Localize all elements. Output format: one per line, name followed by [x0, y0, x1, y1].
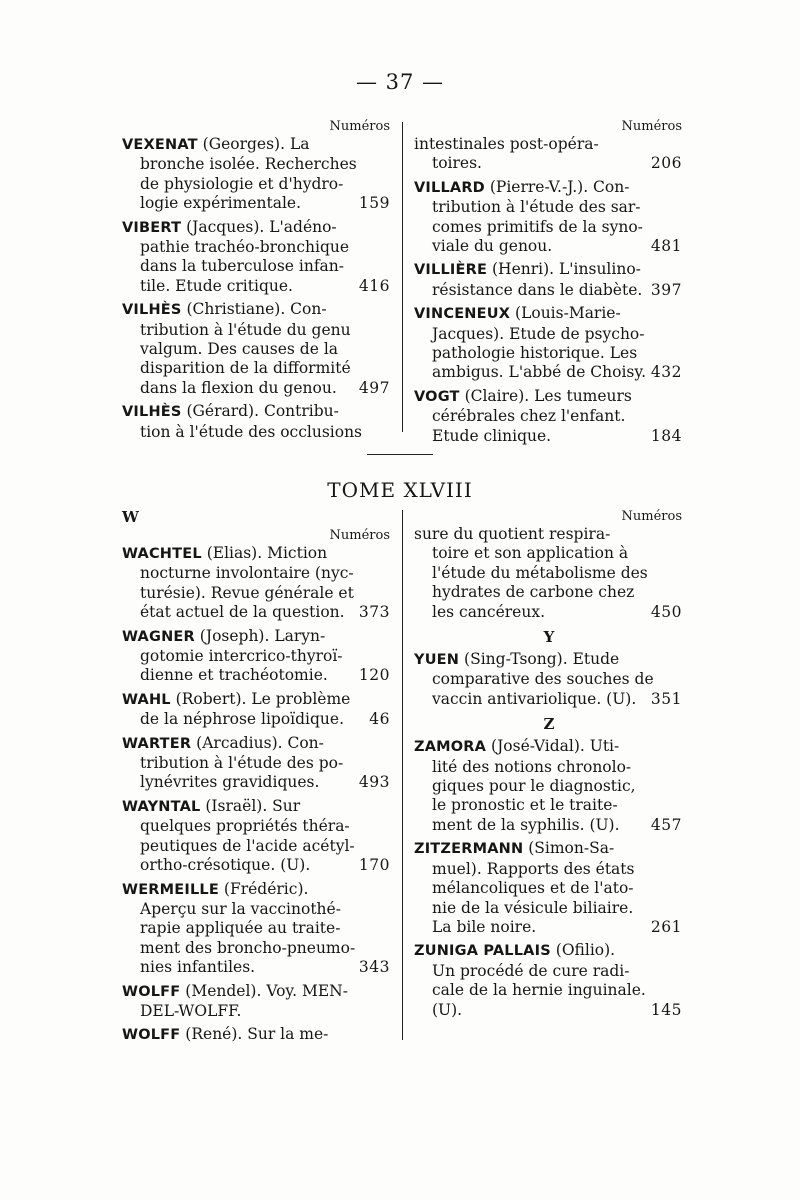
- index-entry: [414, 304, 684, 383]
- entry-title-line: nocturne involontaire (nyc-: [140, 564, 354, 583]
- index-entry: [414, 941, 684, 1020]
- entry-number: 170: [358, 856, 390, 875]
- entry-number: 159: [358, 194, 390, 213]
- column-divider-top: [402, 122, 403, 432]
- entry-title-line: état actuel de la question.: [140, 603, 345, 622]
- entry-title-line: logie expérimentale.: [140, 194, 302, 213]
- entry-first-line: [414, 737, 684, 757]
- index-entry: [122, 300, 392, 398]
- entry-title-line: (U).: [432, 1000, 463, 1019]
- section-title: TOME XLVIII: [327, 478, 473, 502]
- entry-number: 351: [650, 689, 682, 708]
- entry-title-line: disparition de la difformité: [140, 359, 351, 378]
- entry-title-line: pathie trachéo-bronchique: [140, 238, 350, 257]
- entry-title-line: toires.: [432, 154, 482, 173]
- entry-author-name: VEXENAT: [122, 137, 198, 153]
- entry-author-detail: (Simon-Sa-: [523, 839, 615, 858]
- entry-title-line: bronche isolée. Recherches: [140, 155, 357, 174]
- bottom-right-column: [414, 508, 684, 1024]
- letter-heading-z: Z: [543, 715, 555, 734]
- entry-author-detail: (Elias). Miction: [201, 544, 328, 562]
- column-header-numeros: Numéros: [329, 119, 390, 134]
- entry-first-line: [414, 178, 684, 198]
- entry-author-name: ZITZERMANN: [414, 841, 524, 858]
- entry-author-detail: (Claire). Les tumeurs: [459, 386, 632, 405]
- section-divider: [367, 454, 433, 455]
- entry-author-detail: (Pierre-V.-J.). Con-: [484, 177, 630, 196]
- entry-title-line: dans la tuberculose infan-: [140, 257, 345, 276]
- entry-last-line: [122, 710, 392, 729]
- entry-last-line: [414, 281, 684, 300]
- entry-title-line: tile. Etude critique.: [140, 276, 293, 295]
- entry-title-line: viale du genou.: [432, 237, 553, 256]
- entry-author-detail: (Israël). Sur: [200, 796, 301, 815]
- entry-number: 493: [358, 773, 390, 792]
- letter-heading-y: Y: [543, 628, 555, 647]
- entry-title-line: tribution à l'étude des sar-: [432, 198, 641, 217]
- index-entry: [414, 387, 684, 446]
- entry-author-name: YUEN: [414, 652, 460, 669]
- entry-author-detail: (Jacques). L'adéno-: [181, 217, 337, 236]
- entry-author-name: VILHÈS: [122, 302, 182, 319]
- entry-title-line: peutiques de l'acide acétyl-: [140, 836, 355, 855]
- column-header-numeros: Numéros: [621, 119, 682, 134]
- entry-title-line: comparative des souches de: [432, 670, 654, 689]
- entry-author-detail: (Henri). L'insulino-: [487, 260, 641, 279]
- entry-title-line: DEL-WOLFF.: [140, 1001, 242, 1020]
- entry-author-detail: (Sing-Tsong). Etude: [459, 650, 620, 669]
- entry-title-line: Etude clinique.: [432, 426, 552, 445]
- index-entry: [122, 627, 392, 686]
- index-entry: [414, 650, 684, 709]
- entry-title-line: les cancéreux.: [432, 602, 546, 621]
- index-entry: [414, 839, 684, 937]
- entry-title-line: comes primitifs de la syno-: [432, 217, 643, 236]
- entry-first-line: [414, 839, 684, 859]
- entry-title-line: toire et son application à: [432, 544, 629, 563]
- entry-first-line: [122, 880, 392, 900]
- entry-last-line: [414, 1001, 684, 1020]
- column-header-numeros: Numéros: [329, 528, 390, 543]
- entry-last-line: [122, 666, 392, 685]
- entry-title-line: ortho-crésotique. (U).: [140, 856, 311, 875]
- entry-last-line: [122, 379, 392, 398]
- entry-title-line: ambigus. L'abbé de Choisy.: [432, 363, 647, 382]
- entry-first-line: [122, 218, 392, 238]
- entry-title-line: Un procédé de cure radi-: [432, 961, 630, 980]
- entry-number: 206: [650, 154, 682, 173]
- entry-title-line: La bile noire.: [432, 917, 537, 936]
- entry-first-line: [122, 1025, 392, 1045]
- entry-author-name: ZUNIGA PALLAIS: [414, 943, 551, 960]
- entry-title-line: giques pour le diagnostic,: [432, 777, 636, 796]
- entry-first-line: [122, 544, 392, 564]
- entry-number: 450: [650, 602, 682, 621]
- entry-author-name: WAYNTAL: [122, 798, 201, 815]
- bottom-left-column: [122, 527, 392, 1050]
- index-entry: [414, 525, 684, 622]
- entry-last-line: [122, 958, 392, 977]
- entry-last-line: [414, 363, 684, 382]
- index-entry: [122, 797, 392, 876]
- entry-last-line: [122, 773, 392, 792]
- entry-last-line: [122, 1002, 392, 1021]
- entry-title-line: résistance dans le diabète.: [432, 280, 643, 299]
- top-left-column: [122, 118, 392, 446]
- entry-number: 373: [358, 603, 390, 622]
- entry-title-line: Jacques). Etude de psycho-: [432, 324, 645, 343]
- entry-last-line: [414, 154, 684, 173]
- index-entry: [414, 178, 684, 257]
- entry-author-detail: (Robert). Le problème: [170, 689, 351, 708]
- entry-author-detail: intestinales post-opéra-: [414, 135, 599, 153]
- letter-heading-w: W: [122, 508, 139, 526]
- entry-title-line: ment des broncho-pneumo-: [140, 938, 356, 957]
- entry-last-line: [414, 816, 684, 835]
- entry-first-line: [122, 982, 392, 1002]
- index-entry: [122, 402, 392, 442]
- entry-number: 481: [650, 237, 682, 256]
- entry-title-line: cérébrales chez l'enfant.: [432, 407, 626, 426]
- entry-title-line: tion à l'étude des occlusions: [140, 422, 363, 441]
- entry-title-line: gotomie intercrico-thyroï-: [140, 647, 343, 666]
- entry-title-line: mélancoliques et de l'ato-: [432, 879, 634, 898]
- entry-number: 397: [650, 280, 682, 299]
- entry-last-line: [414, 237, 684, 256]
- entry-author-detail: (René). Sur la me-: [180, 1025, 329, 1044]
- top-right-column: [414, 118, 684, 450]
- index-entry: [122, 544, 392, 623]
- entry-first-line: [122, 797, 392, 817]
- column-header-numeros: Numéros: [621, 509, 682, 524]
- entry-number: 457: [650, 815, 682, 834]
- entry-author-name: VIBERT: [122, 219, 182, 236]
- entry-number: 120: [358, 666, 390, 685]
- entry-title-line: vaccin antivariolique. (U).: [432, 689, 637, 708]
- entry-first-line: [122, 690, 392, 710]
- index-entry: [122, 1025, 392, 1045]
- entry-first-line: [122, 627, 392, 647]
- entry-author-detail: (José-Vidal). Uti-: [486, 737, 620, 756]
- entry-author-name: VOGT: [414, 388, 460, 405]
- entry-last-line: [414, 603, 684, 622]
- entry-title-line: dienne et trachéotomie.: [140, 666, 328, 685]
- entry-title-line: l'étude du métabolisme des: [432, 563, 648, 582]
- entry-author-detail: (Mendel). Voy. MEN-: [180, 981, 348, 1000]
- entry-title-line: dans la flexion du genou.: [140, 378, 337, 397]
- entry-author-detail: (Joseph). Laryn-: [194, 626, 326, 645]
- entry-first-line: [414, 650, 684, 670]
- entry-title-line: le pronostic et le traite-: [432, 796, 618, 815]
- entry-first-line: [414, 941, 684, 961]
- entry-last-line: [122, 856, 392, 875]
- entry-title-line: nies infantiles.: [140, 958, 256, 977]
- entry-number: 46: [369, 710, 390, 729]
- entry-title-line: Aperçu sur la vaccinothé-: [140, 899, 341, 918]
- entry-title-line: lité des notions chronolo-: [432, 757, 632, 776]
- entry-author-detail: (Christiane). Con-: [181, 300, 327, 319]
- index-entry: [414, 737, 684, 835]
- entry-last-line: [122, 423, 392, 442]
- entry-first-line: [414, 135, 684, 154]
- entry-title-line: tribution à l'étude des po-: [140, 754, 344, 773]
- entry-number: 497: [358, 378, 390, 397]
- entry-author-detail: (Louis-Marie-: [510, 304, 621, 323]
- entry-title-line: pathologie historique. Les: [432, 344, 638, 363]
- index-entry: [414, 260, 684, 300]
- entry-title-line: de la néphrose lipoïdique.: [140, 710, 345, 729]
- entry-number: 343: [358, 958, 390, 977]
- entry-title-line: muel). Rapports des états: [432, 859, 635, 878]
- index-entry: [122, 880, 392, 978]
- entry-title-line: quelques propriétés théra-: [140, 817, 350, 836]
- entry-author-detail: (Gérard). Contribu-: [181, 402, 339, 421]
- entry-author-detail: (Ofilio).: [550, 941, 616, 960]
- entry-author-name: WERMEILLE: [122, 881, 219, 898]
- entry-title-line: tribution à l'étude du genu: [140, 320, 351, 339]
- entry-last-line: [122, 603, 392, 622]
- page-number: — 37 —: [355, 70, 445, 94]
- index-entry: [122, 135, 392, 214]
- entry-first-line: [122, 402, 392, 422]
- entry-author-name: VINCENEUX: [414, 306, 511, 323]
- entry-author-name: WOLFF: [122, 1027, 181, 1044]
- entry-title-line: rapie appliquée au traite-: [140, 919, 341, 938]
- entry-number: 184: [650, 426, 682, 445]
- entry-first-line: [122, 300, 392, 320]
- entry-first-line: [122, 135, 392, 155]
- entry-title-line: cale de la hernie inguinale.: [432, 981, 646, 1000]
- column-divider-bottom: [402, 510, 403, 1040]
- entry-title-line: nie de la vésicule biliaire.: [432, 898, 634, 917]
- entry-title-line: de physiologie et d'hydro-: [140, 174, 344, 193]
- entry-number: 261: [650, 917, 682, 936]
- index-entry: [122, 982, 392, 1022]
- entry-number: 145: [650, 1000, 682, 1019]
- entry-author-name: WARTER: [122, 735, 192, 752]
- entry-last-line: [414, 918, 684, 937]
- entry-number: 416: [358, 276, 390, 295]
- entry-first-line: [414, 260, 684, 280]
- entry-last-line: [122, 194, 392, 213]
- entry-first-line: [414, 387, 684, 407]
- entry-first-line: [414, 304, 684, 324]
- entry-last-line: [414, 690, 684, 709]
- index-entry: [122, 690, 392, 730]
- entry-author-detail: sure du quotient respira-: [414, 525, 611, 543]
- entry-author-detail: (Georges). La: [197, 135, 310, 153]
- entry-author-name: WACHTEL: [122, 546, 202, 562]
- entry-first-line: [414, 525, 684, 544]
- entry-first-line: [122, 734, 392, 754]
- entry-title-line: valgum. Des causes de la: [140, 340, 339, 359]
- entry-title-line: turésie). Revue générale et: [140, 583, 354, 602]
- index-entry: [122, 218, 392, 297]
- entry-author-name: VILLARD: [414, 179, 485, 196]
- entry-author-name: WOLFF: [122, 983, 181, 1000]
- entry-last-line: [414, 427, 684, 446]
- entry-number: 432: [650, 363, 682, 382]
- entry-author-name: WAGNER: [122, 628, 195, 645]
- entry-author-name: ZAMORA: [414, 739, 487, 756]
- entry-title-line: lynévrites gravidiques.: [140, 773, 320, 792]
- entry-title-line: hydrates de carbone chez: [432, 583, 635, 602]
- entry-author-name: VILHÈS: [122, 404, 182, 421]
- index-entry: [122, 734, 392, 793]
- index-entry: [414, 135, 684, 174]
- entry-author-detail: (Arcadius). Con-: [191, 733, 324, 752]
- entry-title-line: ment de la syphilis. (U).: [432, 815, 620, 834]
- entry-author-name: VILLIÈRE: [414, 262, 488, 279]
- entry-author-name: WAHL: [122, 691, 171, 708]
- entry-last-line: [122, 277, 392, 296]
- entry-author-detail: (Frédéric).: [218, 879, 309, 898]
